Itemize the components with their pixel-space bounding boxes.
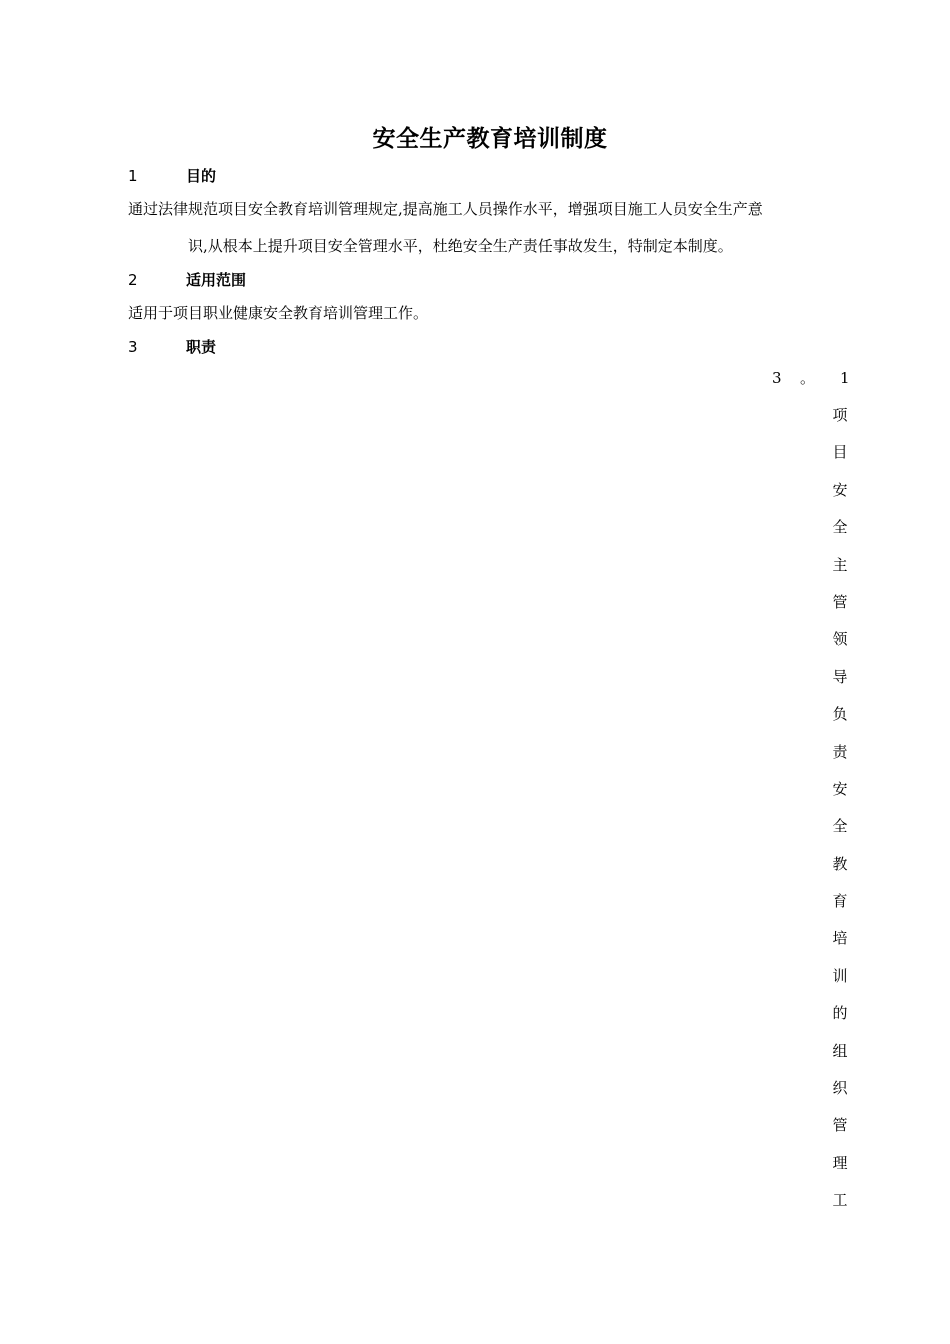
vertical-char: 织: [832, 1079, 848, 1098]
scope-paragraph: 适用于项目职业健康安全教育培训管理工作。: [128, 304, 429, 322]
section-heading-scope: [128, 270, 246, 290]
vertical-char: 目: [832, 443, 848, 462]
section-number: 3: [128, 338, 138, 356]
section-heading-responsibilities: [128, 337, 216, 357]
subsection-vertical-text: [826, 404, 854, 1227]
vertical-char: 教: [832, 854, 848, 873]
vertical-char: 管: [832, 1116, 848, 1135]
section-title: 目的: [186, 167, 217, 185]
vertical-char: 安: [832, 480, 848, 499]
vertical-char: 领: [832, 630, 848, 649]
section-title: 适用范围: [186, 271, 247, 289]
section-heading-purpose: [128, 166, 216, 186]
purpose-paragraph-line-1: 通过法律规范项目安全教育培训管理规定,提高施工人员操作水平，增强项目施工人员安全生产意: [128, 200, 763, 218]
vertical-char: 责: [832, 742, 848, 761]
vertical-char: 项: [832, 406, 848, 424]
vertical-char: 主: [832, 555, 848, 574]
section-number: 2: [128, 271, 138, 289]
vertical-char: 培: [832, 929, 848, 948]
vertical-char: 育: [832, 892, 848, 911]
vertical-char: 组: [832, 1041, 848, 1060]
vertical-char: 管: [832, 592, 848, 611]
document-title: 安全生产教育培训制度: [372, 126, 608, 152]
subsection-number-separator: 。: [800, 369, 816, 387]
vertical-char: 全: [832, 817, 848, 836]
purpose-paragraph-line-2: 识,从根本上提升项目安全管理水平，杜绝安全生产责任事故发生，特制定本制度。: [188, 237, 733, 255]
vertical-char: 导: [832, 667, 848, 686]
vertical-char: 全: [832, 518, 848, 537]
subsection-number-minor: 1: [840, 369, 850, 387]
vertical-char: 的: [832, 1004, 848, 1023]
vertical-char: 训: [832, 966, 848, 985]
section-title: 职责: [186, 338, 217, 356]
vertical-char: 负: [832, 705, 848, 724]
vertical-char: 理: [832, 1153, 848, 1172]
vertical-char: 工: [832, 1191, 848, 1210]
section-number: 1: [128, 167, 138, 185]
vertical-char: 安: [832, 779, 848, 798]
subsection-number-major: 3: [772, 369, 782, 387]
